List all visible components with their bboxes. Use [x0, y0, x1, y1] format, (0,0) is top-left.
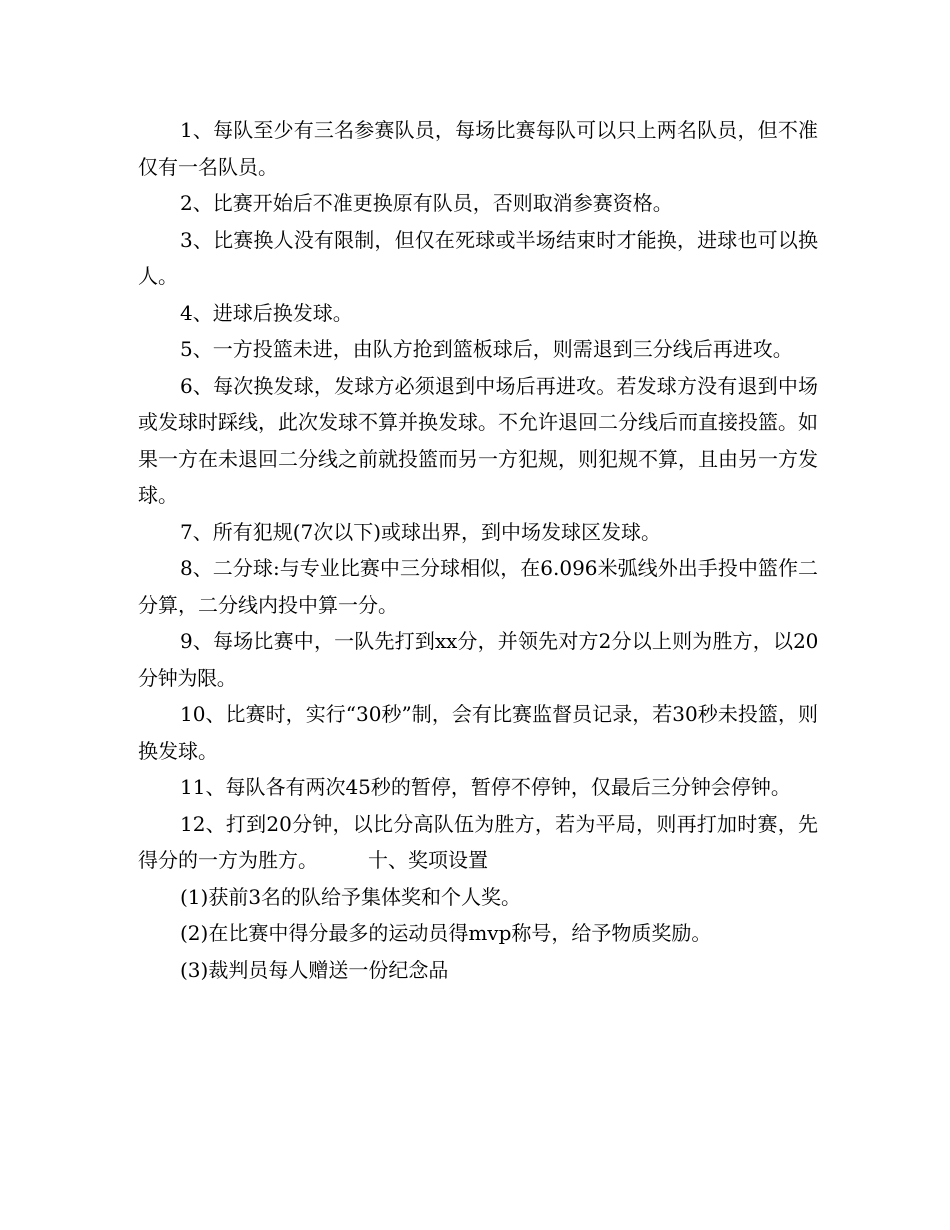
rule-paragraph-8: 8、二分球:与专业比赛中三分球相似，在6.096米弧线外出手投中篮作二分算，二分线内投中算一分。: [138, 556, 818, 617]
rule-paragraph-1: 1、每队至少有三名参赛队员，每场比赛每队可以只上两名队员，但不准仅有一名队员。: [138, 118, 818, 179]
rule-paragraph-11: 11、每队各有两次45秒的暂停，暂停不停钟，仅最后三分钟会停钟。: [180, 775, 791, 799]
rule-paragraph-3: 3、比赛换人没有限制，但仅在死球或半场结束时才能换，进球也可以换人。: [138, 227, 818, 288]
rule-paragraph-5: 5、一方投篮未进，由队方抢到篮板球后，则需退到三分线后再进攻。: [180, 337, 793, 361]
award-item-2: (2)在比赛中得分最多的运动员得mvp称号，给予物质奖励。: [180, 921, 712, 945]
rule-paragraph-12: 12、打到20分钟，以比分高队伍为胜方，若为平局，则再打加时赛，先得分的一方为胜方。 十、奖项设置: [138, 811, 818, 872]
rule-paragraph-4: 4、进球后换发球。: [180, 300, 353, 325]
document-body: [138, 112, 818, 988]
rule-paragraph-6: 6、每次换发球，发球方必须退到中场后再进攻。若发球方没有退到中场或发球时踩线，此次发球不算并换发球。不允许退回二分线后而直接投篮。如果一方在未退回二分线之前就投篮而另一方犯规，则犯规不算，且由另一方发球。: [138, 373, 818, 507]
rule-paragraph-9: 9、每场比赛中，一队先打到xx分，并领先对方2分以上则为胜方，以20分钟为限。: [138, 629, 818, 690]
award-item-3: (3)裁判员每人赠送一份纪念品: [180, 957, 449, 982]
rule-paragraph-2: 2、比赛开始后不准更换原有队员，否则取消参赛资格。: [180, 191, 673, 215]
rule-paragraph-7: 7、所有犯规(7次以下)或球出界，到中场发球区发球。: [180, 519, 662, 544]
rule-paragraph-10: 10、比赛时，实行“30秒”制，会有比赛监督员记录，若30秒未投篮，则换发球。: [138, 702, 818, 763]
award-item-1: (1)获前3名的队给予集体奖和个人奖。: [180, 884, 522, 909]
